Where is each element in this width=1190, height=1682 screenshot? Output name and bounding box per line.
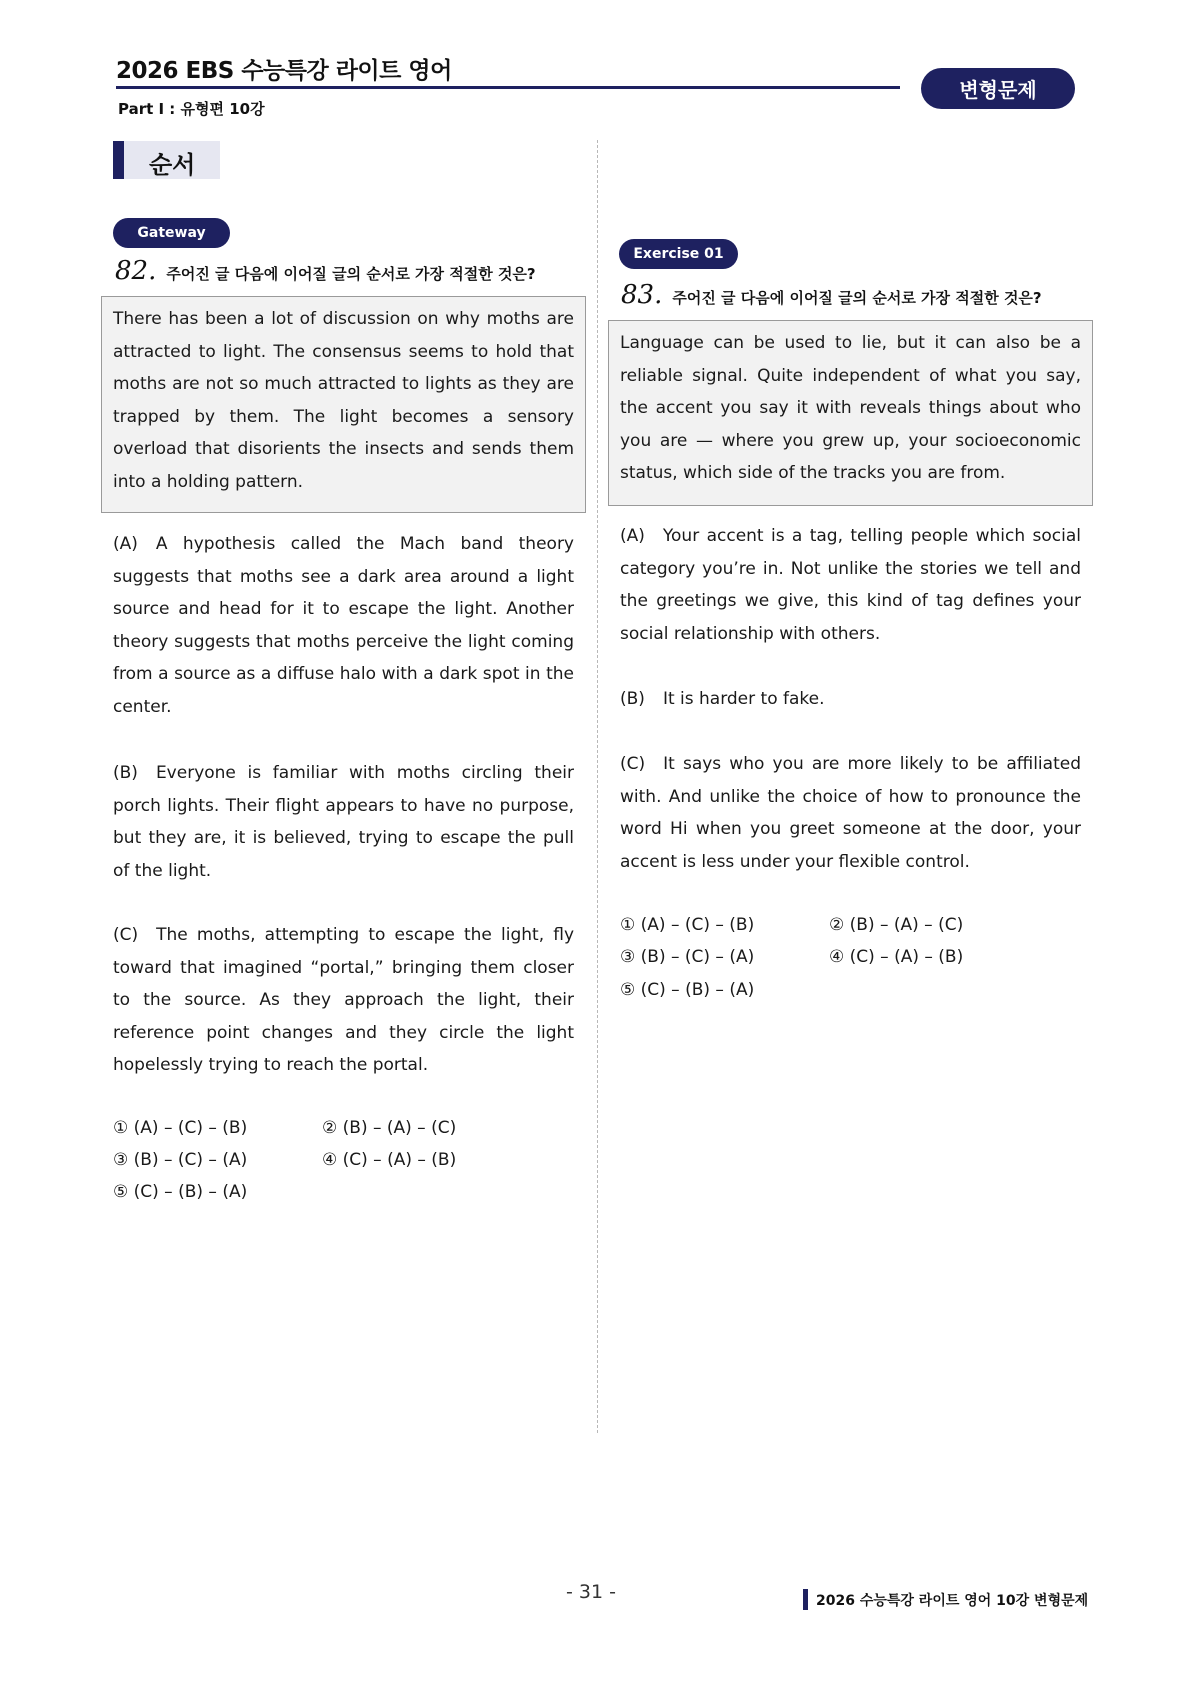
paragraph-b [620, 683, 1081, 716]
paragraph-text: It says who you are more likely to be affiliated with. And unlike the choice of how to pronounce the word Hi when you greet someone at the door, your accent is less under your flexible control. [620, 754, 1081, 872]
answer-option-1[interactable]: ① (A) – (C) – (B) [620, 915, 755, 935]
paragraph-text: Your accent is a tag, telling people which social category you’re in. Not unlike the stories we tell and the greetings we give, this kind of tag defines your social relationship with others. [620, 526, 1081, 644]
page-number: - 31 - [566, 1581, 616, 1603]
paragraph-text: Everyone is familiar with moths circling their porch lights. Their flight appears to have no purpose, but they are, it is believed, trying to escape the pull of the light. [113, 763, 574, 881]
answer-option-4[interactable]: ④ (C) – (A) – (B) [829, 947, 964, 967]
document-subtitle: Part Ⅰ : 유형편 10강 [118, 100, 265, 118]
question-number: 83. [621, 280, 663, 310]
paragraph-text: A hypothesis called the Mach band theory suggests that moths see a dark area around a light source and head for it to escape the light. Another theory suggests that moths perceive the light coming from a source as a diffuse halo with a dark spot in the center. [113, 534, 574, 717]
paragraph-label: (B) [620, 689, 645, 709]
section-tag [113, 141, 220, 179]
question-83-heading [621, 280, 1042, 310]
paragraph-text: The moths, attempting to escape the light, fly toward that imagined “portal,” bringing them closer to the source. As they approach the light, their reference point changes and they circle the light hopelessly trying to reach the portal. [113, 925, 574, 1076]
question-prompt: 주어진 글 다음에 이어질 글의 순서로 가장 적절한 것은? [166, 265, 536, 283]
answer-option-2[interactable]: ② (B) – (A) – (C) [322, 1118, 457, 1138]
exercise-tag: Exercise 01 [619, 239, 738, 269]
answer-option-1[interactable]: ① (A) – (C) – (B) [113, 1118, 248, 1138]
given-passage-box [608, 320, 1093, 506]
question-number: 82. [115, 256, 157, 286]
section-tag-bar [113, 141, 124, 179]
answer-option-3[interactable]: ③ (B) – (C) – (A) [620, 947, 755, 967]
answer-option-2[interactable]: ② (B) – (A) – (C) [829, 915, 964, 935]
answer-option-5[interactable]: ⑤ (C) – (B) – (A) [113, 1182, 248, 1202]
paragraph-a [113, 528, 574, 724]
answer-option-4[interactable]: ④ (C) – (A) – (B) [322, 1150, 457, 1170]
paragraph-c [620, 748, 1081, 878]
paragraph-c [113, 919, 574, 1082]
paragraph-a [620, 520, 1081, 650]
paragraph-label: (C) [113, 925, 139, 945]
question-82-heading [115, 256, 536, 286]
given-passage: Language can be used to lie, but it can also be a reliable signal. Quite independent of what you say, the accent you say it with reveals things about who you are — where you grew up, your socioeconomic status, which side of the tracks you are from. [620, 333, 1081, 484]
document-title: 2026 EBS 수능특강 라이트 영어 [116, 58, 452, 84]
gateway-tag: Gateway [113, 218, 230, 248]
paragraph-label: (A) [620, 526, 645, 546]
section-title: 순서 [149, 151, 196, 179]
variant-badge: 변형문제 [921, 68, 1075, 109]
paragraph-text: It is harder to fake. [662, 689, 825, 709]
given-passage-box [101, 296, 586, 513]
paragraph-label: (B) [113, 763, 138, 783]
paragraph-label: (A) [113, 534, 138, 554]
footer-bar [803, 1589, 808, 1610]
question-prompt: 주어진 글 다음에 이어질 글의 순서로 가장 적절한 것은? [672, 289, 1042, 307]
header-rule [116, 86, 900, 89]
answer-option-5[interactable]: ⑤ (C) – (B) – (A) [620, 980, 755, 1000]
footer-label [803, 1589, 1088, 1610]
footer-text: 2026 수능특강 라이트 영어 10강 변형문제 [816, 1592, 1089, 1609]
answer-option-3[interactable]: ③ (B) – (C) – (A) [113, 1150, 248, 1170]
column-divider [597, 140, 598, 1433]
paragraph-label: (C) [620, 754, 646, 774]
given-passage: There has been a lot of discussion on why moths are attracted to light. The consensus seems to hold that moths are not so much attracted to lights as they are trapped by them. The light becomes a sensory overload that disorients the insects and sends them into a holding pattern. [113, 309, 574, 492]
paragraph-b [113, 757, 574, 887]
